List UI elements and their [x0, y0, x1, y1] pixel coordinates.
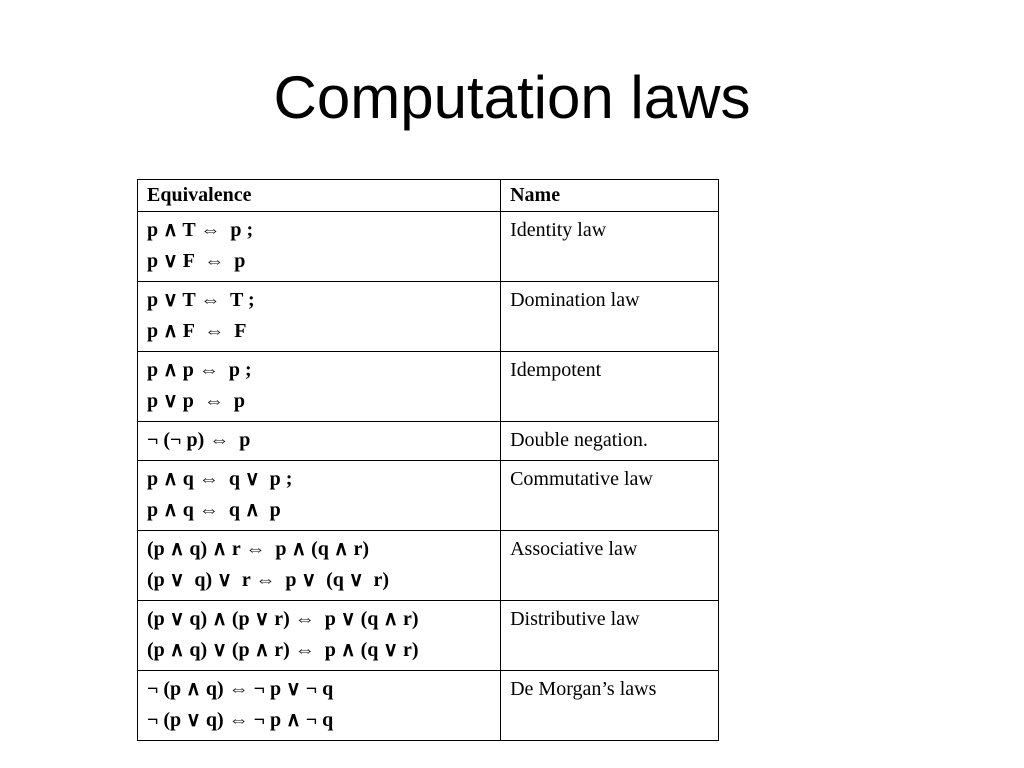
law-name: De Morgan’s laws: [501, 671, 719, 741]
equivalence-line: (p ∧ q) ∨ (p ∧ r) ⇔ p ∧ (q ∨ r): [147, 639, 419, 661]
table-row: [138, 461, 719, 531]
header-name: Name: [501, 180, 719, 212]
equivalence-line: p ∧ q ⇔ q ∨ p ;: [147, 468, 293, 490]
equivalence-cell: [138, 461, 501, 531]
equivalence-line: p ∧ p ⇔ p ;: [147, 359, 252, 381]
equivalence-line: (p ∧ q) ∧ r ⇔ p ∧ (q ∧ r): [147, 538, 370, 560]
header-equivalence: Equivalence: [138, 180, 501, 212]
equivalence-cell: [138, 531, 501, 601]
laws-table: [137, 179, 719, 741]
equivalence-line: p ∧ q ⇔ q ∧ p: [147, 499, 281, 521]
equivalence-line: (p ∨ q) ∧ (p ∨ r) ⇔ p ∨ (q ∧ r): [147, 608, 419, 630]
equivalence-line: p ∨ p ⇔ p: [147, 390, 246, 412]
law-name: Domination law: [501, 282, 719, 352]
equivalence-cell: [138, 422, 501, 461]
equivalence-line: (p ∨ q) ∨ r ⇔ p ∨ (q ∨ r): [147, 569, 390, 591]
table-row: [138, 352, 719, 422]
table-row: [138, 671, 719, 741]
law-name: Double negation.: [501, 422, 719, 461]
equivalence-cell: [138, 671, 501, 741]
equivalence-line: p ∧ F ⇔ F: [147, 320, 247, 342]
table-row: [138, 601, 719, 671]
law-name: Distributive law: [501, 601, 719, 671]
equivalence-line: p ∧ T ⇔ p ;: [147, 219, 254, 241]
law-name: Commutative law: [501, 461, 719, 531]
table-row: [138, 282, 719, 352]
equivalence-line: p ∨ F ⇔ p: [147, 250, 246, 272]
equivalence-cell: [138, 352, 501, 422]
table-row: [138, 531, 719, 601]
equivalence-cell: [138, 601, 501, 671]
slide-title: Computation laws: [273, 64, 751, 131]
law-name: Identity law: [501, 212, 719, 282]
equivalence-cell: [138, 212, 501, 282]
equivalence-line: p ∨ T ⇔ T ;: [147, 289, 255, 311]
table-header-row: [138, 180, 719, 212]
equivalence-cell: [138, 282, 501, 352]
equivalence-line: ¬ (¬ p) ⇔ p: [147, 429, 251, 451]
equivalence-line: ¬ (p ∧ q) ⇔ ¬ p ∨ ¬ q: [147, 678, 334, 700]
table-row: [138, 422, 719, 461]
equivalence-line: ¬ (p ∨ q) ⇔ ¬ p ∧ ¬ q: [147, 709, 334, 731]
law-name: Idempotent: [501, 352, 719, 422]
law-name: Associative law: [501, 531, 719, 601]
table-row: [138, 212, 719, 282]
